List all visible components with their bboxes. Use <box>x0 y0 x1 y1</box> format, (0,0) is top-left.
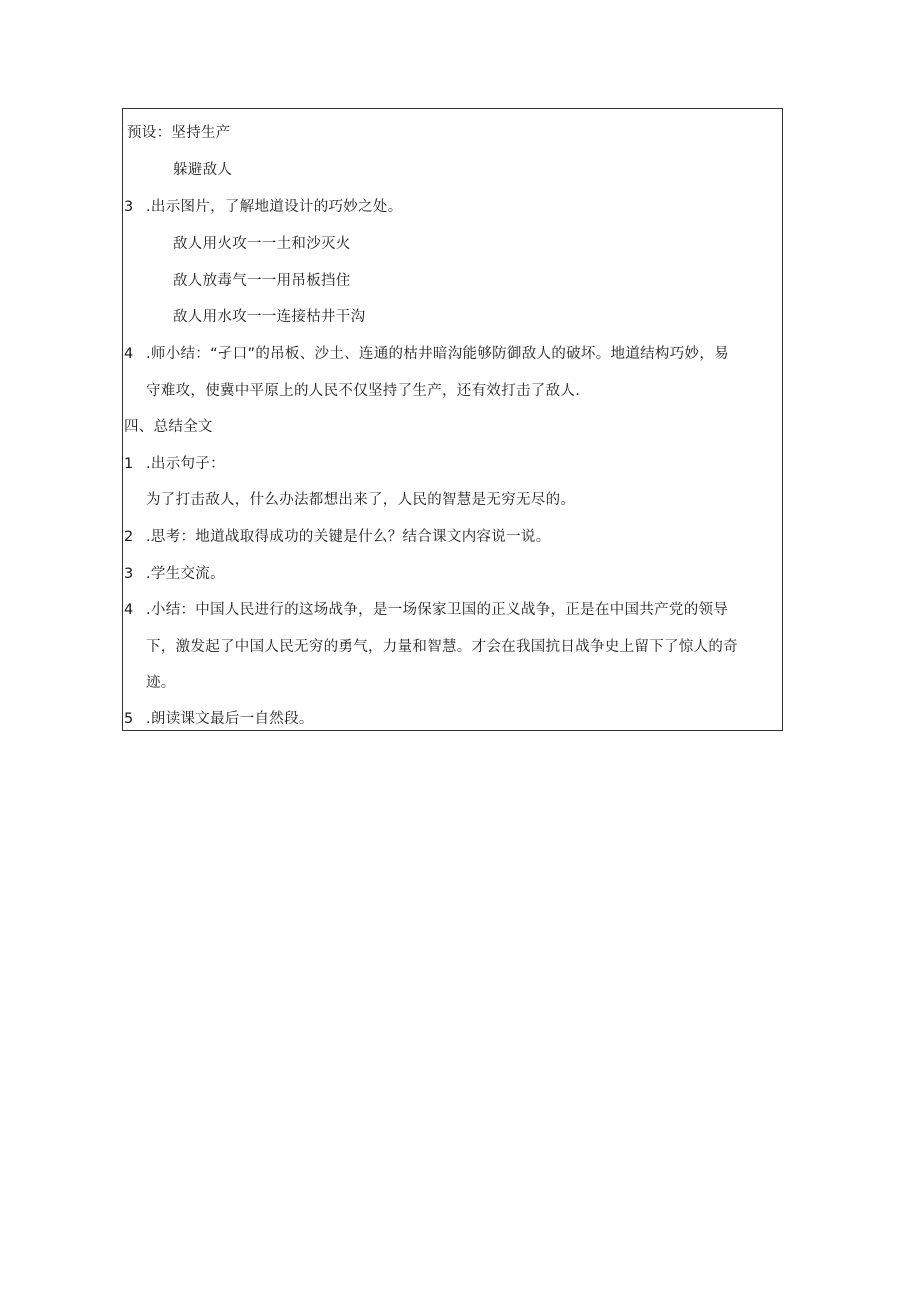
teacher-summary-continued <box>146 382 580 400</box>
section-heading-text: 四、总结全文 <box>124 419 213 435</box>
defense-water-line <box>173 308 365 326</box>
defense-gas-text: 敌人放毒气一一用吊板挡住 <box>173 273 351 289</box>
step-1-show-sentence <box>124 455 225 473</box>
summary-continued-2 <box>146 674 176 692</box>
step-text: .思考：地道战取得成功的关键是什么？结合课文内容说一说。 <box>146 529 551 545</box>
preset-sub-text: 躲避敌人 <box>173 162 233 178</box>
section-heading-summary <box>124 418 213 436</box>
step-3-exchange <box>124 565 225 583</box>
step-text: .学生交流。 <box>146 566 225 582</box>
continued-text: 迹。 <box>146 675 176 691</box>
quoted-sentence-text: 为了打击敌人，什么办法都想出来了，人民的智慧是无穷无尽的。 <box>146 492 576 508</box>
defense-water-text: 敌人用水攻一一连接枯井干沟 <box>173 309 366 325</box>
step-number: 2 <box>124 529 134 545</box>
continued-text: 下，激发起了中国人民无穷的勇气，力量和智慧。才会在我国抗日战争史上留下了惊人的奇 <box>146 639 738 655</box>
step-text: .小结：中国人民进行的这场战争，是一场保家卫国的正义战争，正是在中国共产党的领导 <box>146 602 729 618</box>
defense-fire-line <box>173 235 351 253</box>
step-number: 5 <box>124 711 134 727</box>
step-number: 4 <box>124 602 134 618</box>
step-text: .出示句子： <box>146 456 225 472</box>
step-4-summary <box>124 601 728 619</box>
continued-text: 守难攻，使冀中平原上的人民不仅坚持了生产，还有效打击了敌人. <box>146 383 581 399</box>
step-number: 3 <box>124 566 134 582</box>
step-text: .朗读课文最后一自然段。 <box>146 711 314 727</box>
step-5-read-aloud <box>124 710 314 728</box>
step-text: .出示图片，了解地道设计的巧妙之处。 <box>146 199 403 215</box>
defense-fire-text: 敌人用火攻一一土和沙灭火 <box>173 236 351 252</box>
quoted-sentence-line <box>146 491 575 509</box>
preset-text: 预设：坚持生产 <box>127 125 231 141</box>
step-text: .师小结：“孑口”的吊板、沙土、连通的枯井暗沟能够防御敌人的破坏。地道结构巧妙，易 <box>146 346 729 362</box>
defense-gas-line <box>173 272 351 290</box>
step-4-teacher-summary <box>124 345 729 363</box>
summary-continued-1 <box>146 638 738 656</box>
step-3-show-pictures <box>124 198 403 216</box>
step-number: 1 <box>124 456 134 472</box>
preset-sub-line <box>173 161 232 179</box>
step-2-think <box>124 528 551 546</box>
preset-line <box>127 124 231 142</box>
step-number: 3 <box>124 199 134 215</box>
step-number: 4 <box>124 346 134 362</box>
